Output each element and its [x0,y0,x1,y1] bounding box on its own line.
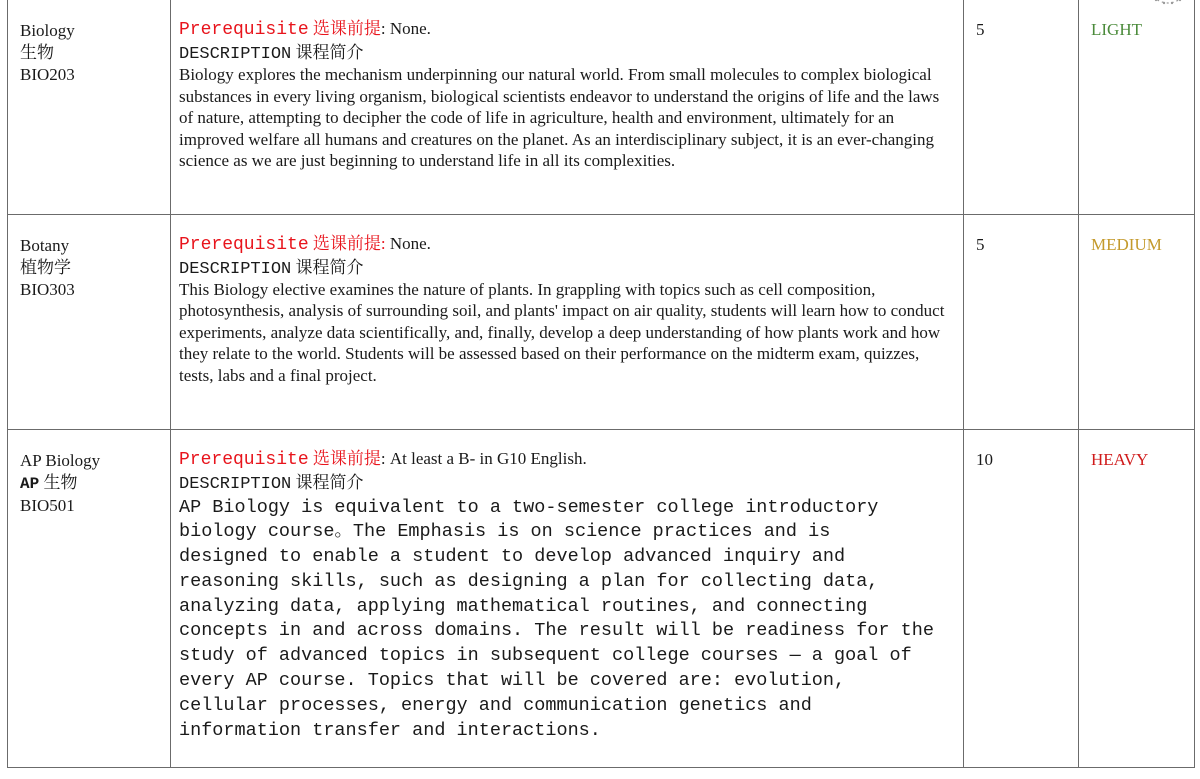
description-heading [179,472,953,494]
course-row-ap-biology [8,429,1195,767]
course-name-en: Biology [20,21,75,40]
prerequisite-line [179,18,953,42]
course-code: BIO203 [20,65,75,84]
course-code: BIO303 [20,279,75,299]
prerequisite-value: : At least a B- in G10 English. [380,448,587,468]
description-label-zh: 课程简介 [295,472,364,492]
description-line: biology course。The Emphasis is on science practices and is [179,521,831,543]
description-label: DESCRIPTION [179,474,292,494]
prerequisite-label-zh: 选课前提: [312,233,386,253]
description-line: every AP course. Topics that will be covered are: evolution, [179,670,846,692]
course-name-zh: AP 生物 [20,472,78,493]
course-name-cell [8,429,171,767]
description-text [179,496,953,744]
prerequisite-label-zh: 选课前提 [312,448,381,468]
description-heading [179,257,953,279]
credits: 5 [964,0,1079,214]
course-name-zh: 生物 [20,43,54,62]
prerequisite-value: : None. [380,19,431,38]
description-heading [179,42,953,64]
description-label: DESCRIPTION [179,45,292,64]
description-text: Biology explores the mechanism underpinning our natural world. From small molecules to complex biological substances in every living organism, biological scientists endeavor to understand the origins of life and the laws of nature, attempting to decipher the code of life in agriculture, health and environment, ultimately for an improved welfare all humans and creatures on the planet. As an interdisciplinary subject, it is an ever-changing science as we are just beginning to understand life in all its complexities. [179,65,940,170]
course-name-cell [8,214,171,429]
course-description-cell [171,214,964,429]
description-line: AP Biology is equivalent to a two-semester college introductory [179,496,879,518]
description-line: designed to enable a student to develop advanced inquiry and [179,546,846,568]
credits: 10 [964,429,1079,767]
course-name-en: Botany [20,235,70,255]
course-name-en: AP Biology [20,450,101,470]
prerequisite-label: Prerequisite [179,20,309,40]
course-row-botany [8,214,1195,429]
description-label: DESCRIPTION [179,259,292,279]
course-row-biology [8,0,1195,214]
workload-badge: MEDIUM [1079,214,1195,429]
course-name-cell [8,0,171,214]
description-line: reasoning skills, such as designing a plan for collecting data, [179,570,879,592]
description-line: study of advanced topics in subsequent college courses — a goal of [179,645,912,667]
prerequisite-line [179,233,953,257]
course-table [7,0,1195,768]
course-description-cell [171,0,964,214]
course-name-zh-prefix: AP [20,474,40,493]
prerequisite-value: None. [385,233,431,253]
credits: 5 [964,214,1079,429]
course-name-zh: 植物学 [20,257,71,277]
workload-badge: HEAVY [1079,429,1195,767]
description-line: analyzing data, applying mathematical routines, and connecting [179,595,868,617]
course-code: BIO501 [20,495,75,515]
prerequisite-label-zh: 选课前提 [312,19,381,38]
description-line: concepts in and across domains. The result will be readiness for the [179,620,934,642]
prerequisite-line [179,448,953,472]
description-line: information transfer and interactions. [179,719,601,741]
description-text: This Biology elective examines the nature of plants. In grappling with topics such as cell composition, photosynthesis, analysis of surrounding soil, and plants' impact on air quality, students will learn how to conduct experiments, analyze data scientifically, and, finally, develop a deep understanding of how plants work and how they relate to the world. Students will be assessed based on their performance on the midterm exam, quizzes, tests, labs and a final project. [179,279,945,385]
course-description-cell [171,429,964,767]
workload-badge: LIGHT [1079,0,1195,214]
prerequisite-label: Prerequisite [179,449,309,470]
prerequisite-label: Prerequisite [179,234,309,255]
description-label-zh: 课程简介 [295,257,364,277]
description-line: cellular processes, energy and communication genetics and [179,694,812,716]
description-label-zh: 课程简介 [295,43,364,62]
